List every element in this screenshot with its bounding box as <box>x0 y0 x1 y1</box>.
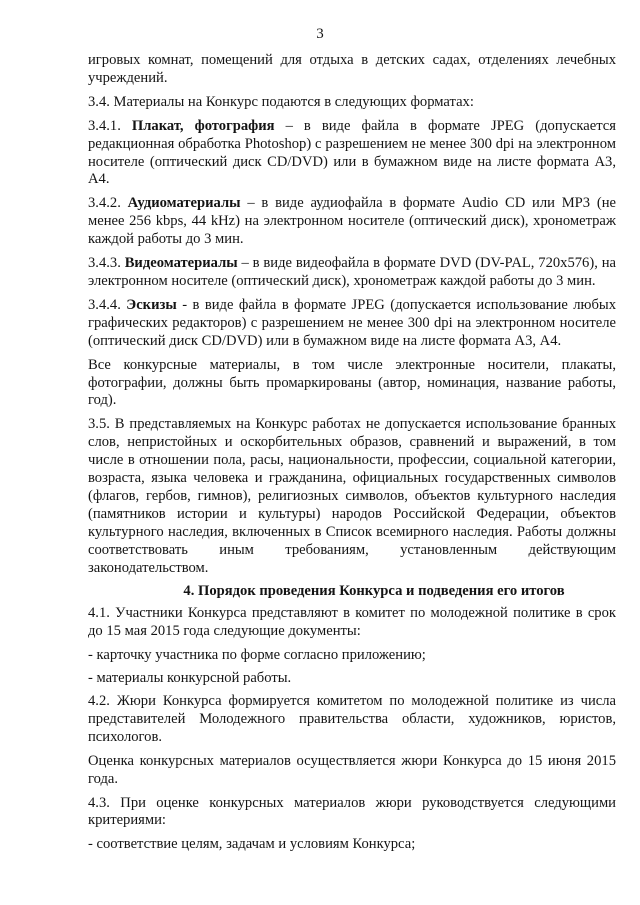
clause-title: Аудиоматериалы <box>127 195 241 212</box>
clause-text: – в виде видеофайла в формате DVD (DV-PAL, 720x576), на электронном носителе (оптический диск), хронометраж каждой работы до 3 мин. <box>88 255 616 289</box>
clause-title: Видеоматериалы <box>124 255 238 272</box>
paragraph-continuation: игровых комнат, помещений для отдыха в детских садах, отделениях лечебных учреждений. <box>88 52 616 86</box>
document-body <box>88 52 616 859</box>
clause-number: 3.4.4. <box>88 296 121 313</box>
paragraph-3-4-1 <box>88 118 616 190</box>
clause-title: Эскизы <box>126 296 177 313</box>
paragraph-3-5: 3.5. В представляемых на Конкурс работах не допускается использование бранных слов, непристойных и оскорбительных образов, сравнений и выражений, в том числе в отношении пола, расы, национальности, профессии, социальной категории, возраста, языка человека и гражданина, официальных государственных символов (флагов, гербов, гимнов), религиозных символов, объектов культурного наследия (памятников истории и культуры) народов Российской Федерации, объектов культурного наследия, включенных в Список всемирного наследия. Работы должны соответствовать иным требованиям, установленным действующим законодательством. <box>88 416 616 576</box>
paragraph-3-4-4 <box>88 297 616 351</box>
paragraph-4-3: 4.3. При оценке конкурсных материалов жюри руководствуется следующими критериями: <box>88 794 616 829</box>
paragraph-3-4-2 <box>88 195 616 249</box>
clause-text: - в виде файла в формате JPEG (допускается использование любых графических редакторов) с разрешением не менее 300 dpi на электронном носителе (оптический диск CD/DVD) или в бумажном виде на листе формата А3, А4. <box>88 296 616 349</box>
clause-number: 3.4.2. <box>88 195 121 212</box>
clause-number: 3.4.3. <box>88 255 121 272</box>
clause-number: 3.4.1. <box>88 117 121 134</box>
paragraph-marking: Все конкурсные материалы, в том числе электронные носители, плакаты, фотографии, должны быть промаркированы (автор, номинация, название работы, год). <box>88 356 616 409</box>
section-heading-4: 4. Порядок проведения Конкурса и подведения его итогов <box>183 583 565 600</box>
list-item: - карточку участника по форме согласно приложению; <box>88 647 426 664</box>
paragraph-4-1: 4.1. Участники Конкурса представляют в комитет по молодежной политике в срок до 15 мая 2015 года следующие документы: <box>88 605 616 640</box>
paragraph-3-4: 3.4. Материалы на Конкурс подаются в следующих форматах: <box>88 93 474 110</box>
paragraph-4-2: 4.2. Жюри Конкурса формируется комитетом по молодежной политике из числа представителей Молодежного правительства области, художников, юристов, психологов. <box>88 693 616 745</box>
page-number: 3 <box>316 26 324 42</box>
paragraph-3-4-3 <box>88 255 616 291</box>
clause-text: – в виде аудиофайла в формате Audio CD или MP3 (не менее 256 kbps, 44 kHz) на электронном носителе (оптический диск), хронометраж каждой работы до 3 мин. <box>88 195 617 248</box>
list-item: - соответствие целям, задачам и условиям Конкурса; <box>88 836 416 853</box>
clause-text: – в виде файла в формате JPEG (допускается редакционная обработка Photoshop) с разрешением не менее 300 dpi на электронном носителе (оптический диск CD/DVD) или в бумажном виде на листе формата А3, А4. <box>88 117 616 188</box>
paragraph-evaluation: Оценка конкурсных материалов осуществляется жюри Конкурса до 15 июня 2015 года. <box>88 752 616 787</box>
clause-title: Плакат, фотография <box>131 117 275 134</box>
list-item: - материалы конкурсной работы. <box>88 670 292 687</box>
